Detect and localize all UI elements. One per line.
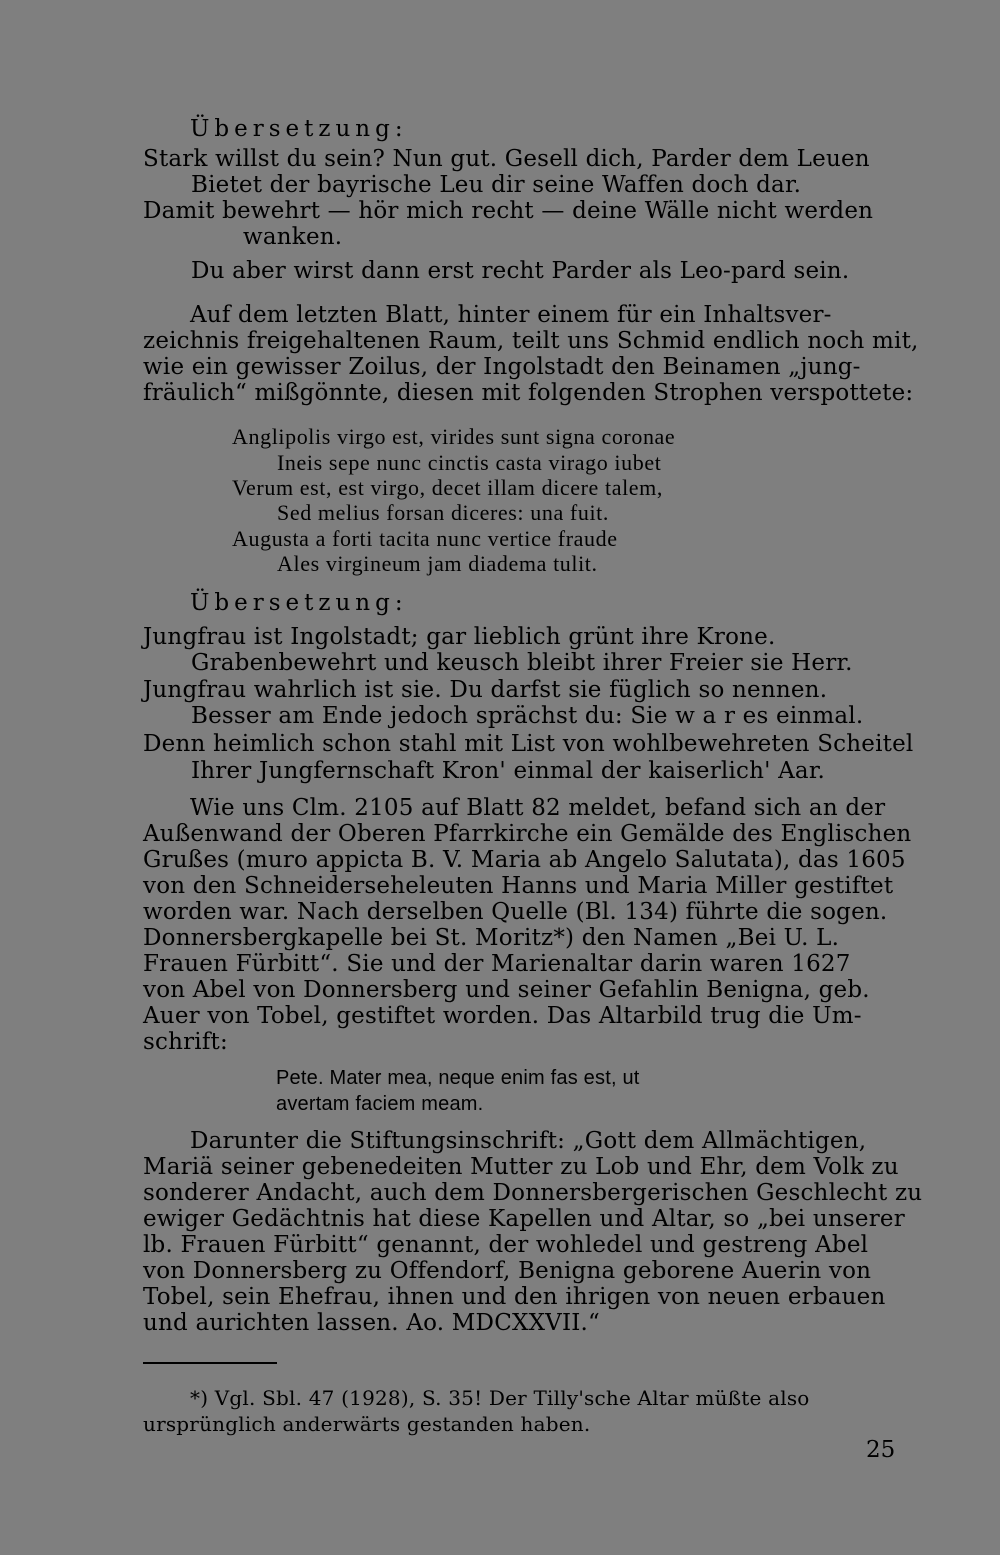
latin-line: Augusta a forti tacita nunc vertice fraude [232, 526, 618, 551]
poem-line: Damit bewehrt — hör mich recht — deine Wälle nicht werden [143, 198, 874, 224]
inscription-line: avertam faciem meam. [276, 1093, 484, 1115]
poem-line: wanken. [243, 224, 343, 250]
text-line: zeichnis freigehaltenen Raum, teilt uns Schmid endlich noch mit, [143, 328, 919, 354]
poem-line: Jungfrau wahrlich ist sie. Du darfst sie füglich so nennen. [143, 677, 828, 703]
latin-line: Ales virgineum jam diadema tulit. [277, 551, 598, 576]
poem-line: Besser am Ende jedoch sprächst du: Sie w a r es einmal. [191, 703, 864, 729]
text-line: fräulich“ mißgönnte, diesen mit folgenden Strophen verspottete: [143, 380, 914, 406]
text-line: von Abel von Donnersberg und seiner Gefahlin Benigna, geb. [143, 977, 870, 1003]
latin-line: Ineis sepe nunc cinctis casta virago iubet [277, 450, 662, 475]
text-line: Auf dem letzten Blatt, hinter einem für ein Inhaltsver- [190, 302, 832, 328]
page-number: 25 [866, 1437, 896, 1463]
footnote-line: ursprünglich anderwärts gestanden haben. [143, 1412, 591, 1436]
text-line: Auer von Tobel, gestiftet worden. Das Altarbild trug die Um- [143, 1003, 862, 1029]
latin-line: Verum est, est virgo, decet illam dicere talem, [232, 475, 663, 500]
poem-line: Du aber wirst dann erst recht Parder als Leo-pard sein. [191, 258, 850, 284]
text-line: wie ein gewisser Zoilus, der Ingolstadt den Beinamen „jung- [143, 354, 861, 380]
latin-line: Anglipolis virgo est, virides sunt signa coronae [232, 424, 676, 449]
text-line: ewiger Gedächtnis hat diese Kapellen und Altar, so „bei unserer [143, 1206, 905, 1232]
text-line: schrift: [143, 1029, 228, 1055]
text-line: lb. Frauen Fürbitt“ genannt, der wohledel und gestreng Abel [143, 1232, 869, 1258]
text-line: Tobel, sein Ehefrau, ihnen und den ihrigen von neuen erbauen [143, 1284, 886, 1310]
translation-heading: Übersetzung: [190, 116, 408, 142]
text-line: Mariä seiner gebenedeiten Mutter zu Lob und Ehr, dem Volk zu [143, 1154, 899, 1180]
footnote-line: *) Vgl. Sbl. 47 (1928), S. 35! Der Tilly'sche Altar müßte also [190, 1386, 810, 1410]
text-line: von den Schneiderseheleuten Hanns und Maria Miller gestiftet [143, 873, 894, 899]
poem-line: Bietet der bayrische Leu dir seine Waffen doch dar. [191, 172, 802, 198]
poem-line: Jungfrau ist Ingolstadt; gar lieblich grünt ihre Krone. [143, 624, 776, 650]
poem-line: Stark willst du sein? Nun gut. Gesell dich, Parder dem Leuen [143, 146, 870, 172]
inscription-line: Pete. Mater mea, neque enim fas est, ut [276, 1067, 640, 1089]
text-line: Darunter die Stiftungsinschrift: „Gott dem Allmächtigen, [190, 1128, 867, 1154]
translation-heading: Übersetzung: [190, 590, 408, 616]
text-line: Außenwand der Oberen Pfarrkirche ein Gemälde des Englischen [143, 821, 912, 847]
text-line: und aurichten lassen. Ao. MDCXXVII.“ [143, 1310, 600, 1336]
text-line: von Donnersberg zu Offendorf, Benigna geborene Auerin von [143, 1258, 872, 1284]
text-line: worden war. Nach derselben Quelle (Bl. 134) führte die sogen. [143, 899, 888, 925]
text-line: sonderer Andacht, auch dem Donnersbergerischen Geschlecht zu [143, 1180, 923, 1206]
footnote-divider [143, 1362, 277, 1364]
text-line: Donnersbergkapelle bei St. Moritz*) den Namen „Bei U. L. [143, 925, 840, 951]
text-line: Wie uns Clm. 2105 auf Blatt 82 meldet, befand sich an der [190, 795, 886, 821]
poem-line: Ihrer Jungfernschaft Kron' einmal der kaiserlich' Aar. [191, 758, 826, 784]
text-line: Grußes (muro appicta B. V. Maria ab Angelo Salutata), das 1605 [143, 847, 906, 873]
poem-line: Denn heimlich schon stahl mit List von wohlbewehreten Scheitel [143, 731, 914, 757]
text-line: Frauen Fürbitt“. Sie und der Marienaltar darin waren 1627 [143, 951, 851, 977]
poem-line: Grabenbewehrt und keusch bleibt ihrer Freier sie Herr. [191, 650, 853, 676]
latin-line: Sed melius forsan diceres: una fuit. [277, 500, 609, 525]
